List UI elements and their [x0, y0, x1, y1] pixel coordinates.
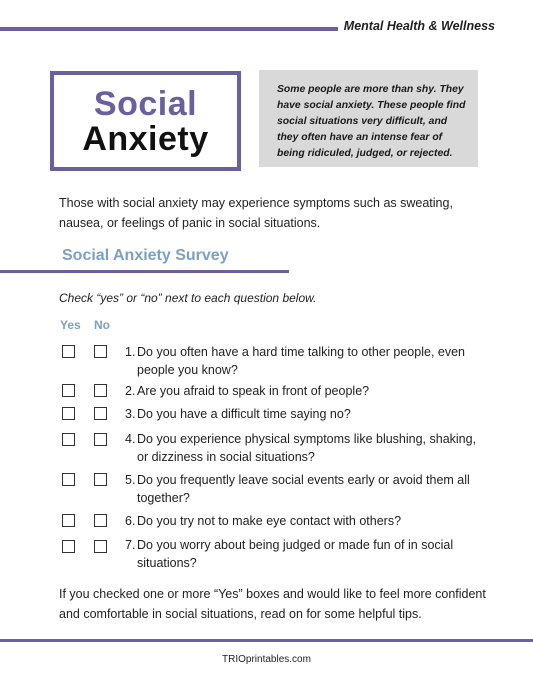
question-number: 4. [125, 432, 136, 446]
question-text [137, 471, 477, 507]
question-number: 5. [125, 473, 136, 487]
question-text [137, 536, 477, 572]
title-line-2: Anxiety [82, 120, 209, 158]
survey-instructions: Check “yes” or “no” next to each question below. [59, 291, 317, 305]
question-number: 3. [125, 407, 136, 421]
question-line-1: Are you afraid to speak in front of people? [137, 384, 370, 398]
yes-checkbox[interactable] [62, 540, 75, 553]
question-text [137, 512, 477, 530]
no-checkbox[interactable] [94, 514, 107, 527]
question-number: 6. [125, 514, 136, 528]
question-text [137, 430, 477, 466]
question-number: 2. [125, 384, 136, 398]
question-number: 1. [125, 345, 136, 359]
yes-checkbox[interactable] [62, 514, 75, 527]
footer-rule [0, 639, 533, 642]
survey-title: Social Anxiety Survey [62, 247, 229, 264]
closing-paragraph: If you checked one or more “Yes” boxes and would like to feel more confident and comfortable in social situations, read on for some helpful tips. [59, 587, 486, 621]
title-line-1: Social [93, 85, 198, 123]
yes-checkbox[interactable] [62, 473, 75, 486]
yes-checkbox[interactable] [62, 345, 75, 358]
title-box [50, 71, 241, 171]
question-line-1: Do you often have a hard time talking to other people, even [137, 345, 465, 359]
yes-checkbox[interactable] [62, 384, 75, 397]
lead-paragraph: Those with social anxiety may experience symptoms such as sweating, nausea, or feelings of panic in social situations. [59, 196, 453, 230]
survey-title-rule [0, 270, 289, 273]
yes-checkbox[interactable] [62, 407, 75, 420]
question-text [137, 343, 477, 379]
question-line-1: Do you frequently leave social events early or avoid them all [137, 473, 470, 487]
question-line-2: situations? [137, 556, 197, 570]
no-checkbox[interactable] [94, 473, 107, 486]
question-line-2: people you know? [137, 363, 238, 377]
header-rule [0, 27, 338, 31]
question-line-1: Do you try not to make eye contact with others? [137, 514, 402, 528]
question-line-2: together? [137, 491, 190, 505]
no-checkbox[interactable] [94, 407, 107, 420]
intro-box: Some people are more than shy. They have social anxiety. These people find social situations very difficult, and they often have an intense fear of being ridiculed, judged, or rejected. [259, 70, 478, 167]
header-label: Mental Health & Wellness [343, 19, 495, 33]
question-text [137, 405, 477, 423]
no-checkbox[interactable] [94, 345, 107, 358]
question-line-2: or dizziness in social situations? [137, 450, 315, 464]
yes-checkbox[interactable] [62, 433, 75, 446]
question-text [137, 382, 477, 400]
footer-url: TRIOprintables.com [222, 654, 311, 665]
question-line-1: Do you have a difficult time saying no? [137, 407, 351, 421]
no-checkbox[interactable] [94, 433, 107, 446]
no-column-header: No [94, 318, 110, 332]
yes-column-header: Yes [60, 318, 81, 332]
no-checkbox[interactable] [94, 384, 107, 397]
question-line-1: Do you experience physical symptoms like blushing, shaking, [137, 432, 477, 446]
question-line-1: Do you worry about being judged or made fun of in social [137, 538, 454, 552]
no-checkbox[interactable] [94, 540, 107, 553]
question-number: 7. [125, 538, 136, 552]
